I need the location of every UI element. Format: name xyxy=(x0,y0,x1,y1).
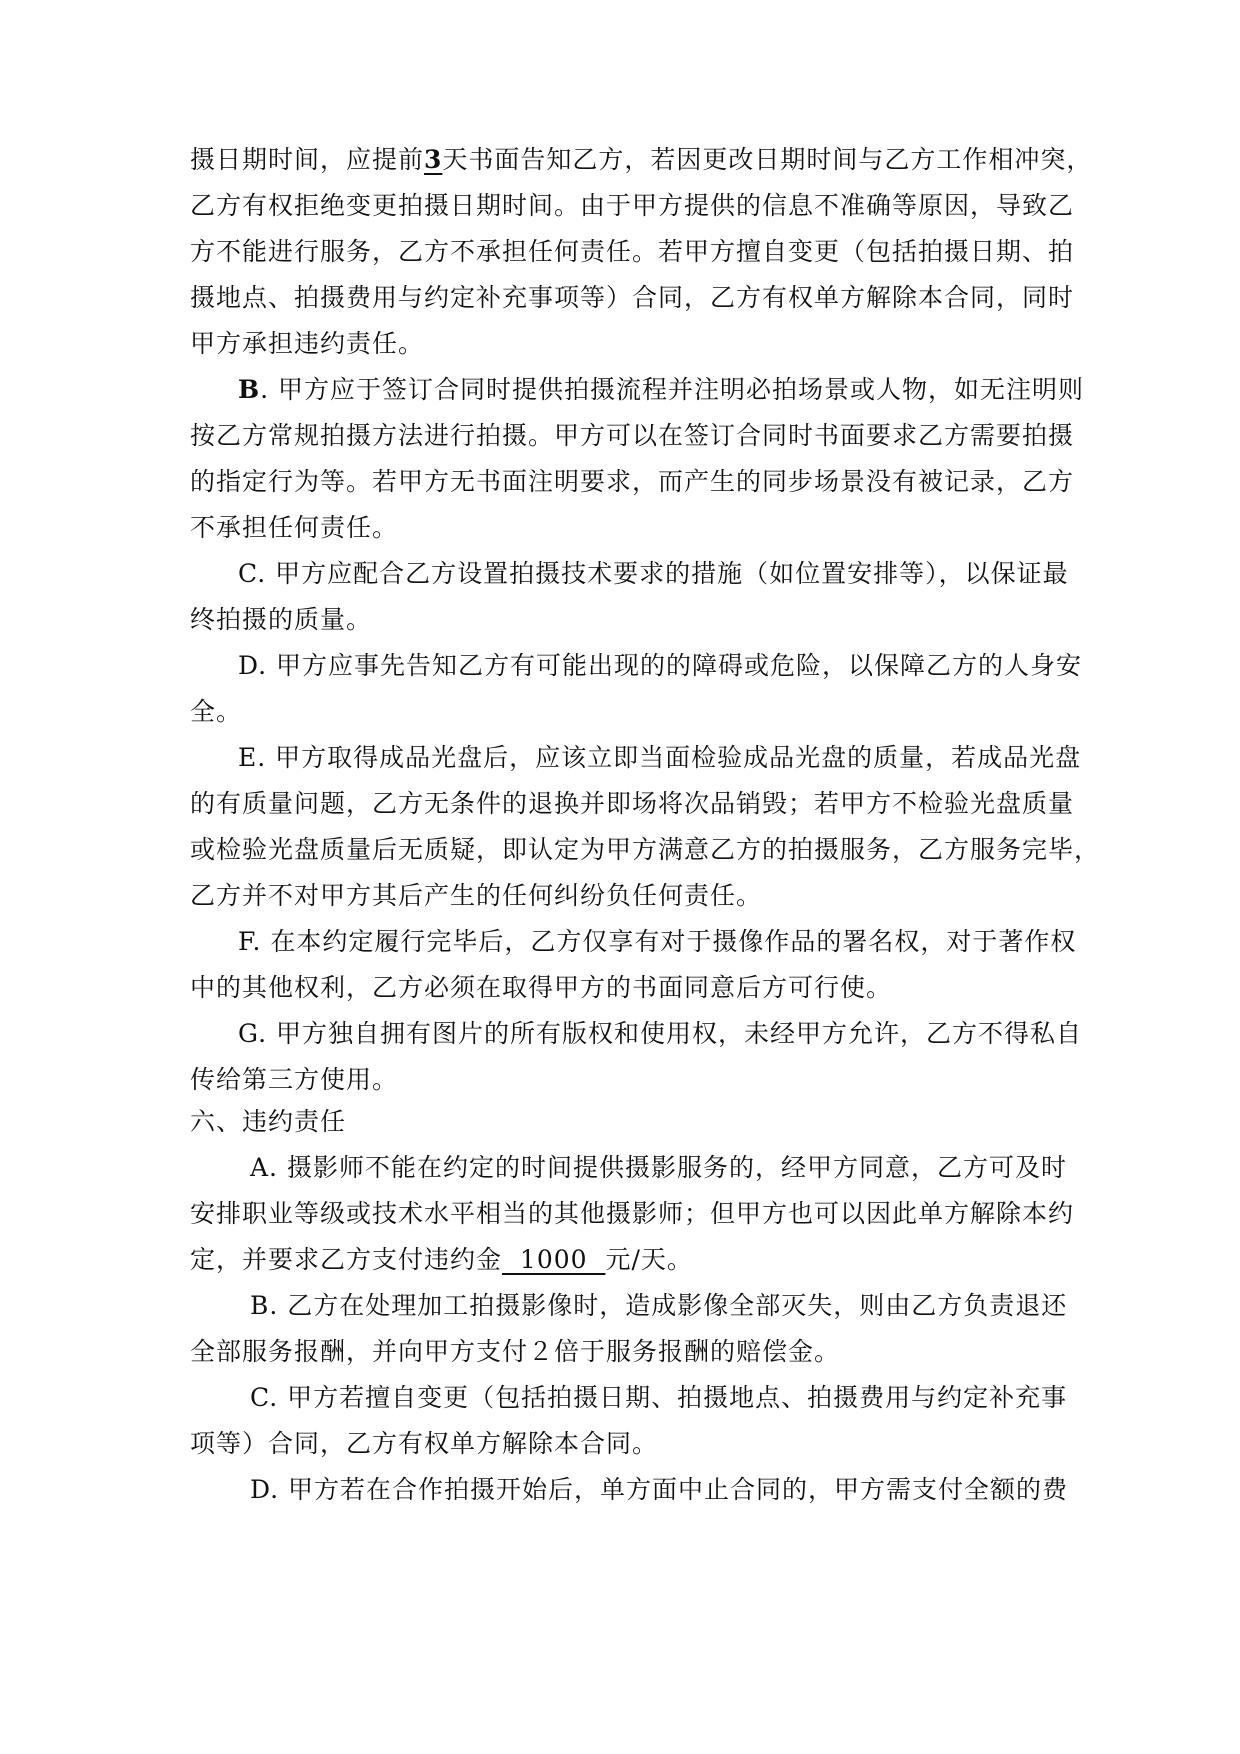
paragraph-line: 安排职业等级或技术水平相当的其他摄影师；但甲方也可以因此单方解除本约 xyxy=(190,1199,1075,1228)
text-segment: . 甲方应于签订合同时提供拍摄流程并注明必拍场景或人物，如无注明则 xyxy=(260,375,1085,404)
paragraph-line: 项等）合同，乙方有权单方解除本合同。 xyxy=(190,1429,659,1458)
penalty-amount-value: 1000 xyxy=(502,1245,606,1274)
paragraph-line: 传给第三方使用。 xyxy=(190,1065,399,1094)
paragraph-line: 中的其他权利，乙方必须在取得甲方的书面同意后方可行使。 xyxy=(190,973,893,1002)
clause-d-line: D. 甲方应事先告知乙方有可能出现的的障碍或危险，以保障乙方的人身安 xyxy=(238,651,1083,680)
paragraph-line: 按乙方常规拍摄方法进行拍摄。甲方可以在签订合同时书面要求乙方需要拍摄 xyxy=(190,421,1075,450)
paragraph-line: 全部服务报酬，并向甲方支付２倍于服务报酬的赔偿金。 xyxy=(190,1337,841,1366)
clause-f-line: F. 在本约定履行完毕后，乙方仅享有对于摄像作品的署名权，对于著作权 xyxy=(238,927,1077,956)
paragraph-line: 终拍摄的质量。 xyxy=(190,605,373,634)
text-segment: 天书面告知乙方，若因更改日期时间与乙方工作相冲突， xyxy=(442,145,1093,174)
notice-days-value: 3 xyxy=(424,145,443,174)
clause-e-line: E. 甲方取得成品光盘后，应该立即当面检验成品光盘的质量，若成品光盘 xyxy=(238,743,1082,772)
paragraph-line: 的有质量问题，乙方无条件的退换并即场将次品销毁；若甲方不检验光盘质量 xyxy=(190,789,1075,818)
text-segment: 摄日期时间，应提前 xyxy=(190,145,425,174)
section-heading: 六、违约责任 xyxy=(190,1107,347,1136)
clause-b-marker: B xyxy=(238,375,261,404)
paragraph-line: 或检验光盘质量后无质疑，即认定为甲方满意乙方的拍摄服务，乙方服务完毕， xyxy=(190,835,1101,864)
paragraph-line: 方不能进行服务，乙方不承担任何责任。若甲方擅自变更（包括拍摄日期、拍 xyxy=(190,237,1075,266)
paragraph-line: 全。 xyxy=(190,697,243,726)
clause-6a-line: A. 摄影师不能在约定的时间提供摄影服务的，经甲方同意，乙方可及时 xyxy=(250,1153,1067,1182)
paragraph-line: 的指定行为等。若甲方无书面注明要求，而产生的同步场景没有被记录，乙方 xyxy=(190,467,1075,496)
text-segment: 元/天。 xyxy=(605,1245,693,1274)
text-segment: 定，并要求乙方支付违约金 xyxy=(190,1245,503,1274)
paragraph-line: 乙方并不对甲方其后产生的任何纠纷负任何责任。 xyxy=(190,881,763,910)
clause-c-line: C. 甲方应配合乙方设置拍摄技术要求的措施（如位置安排等），以保证最 xyxy=(238,559,1069,588)
paragraph-line: 甲方承担违约责任。 xyxy=(190,329,425,358)
paragraph-line xyxy=(190,1243,1070,1277)
paragraph-line xyxy=(190,143,1093,177)
clause-b-line xyxy=(238,373,1085,407)
clause-6c-line: C. 甲方若擅自变更（包括拍摄日期、拍摄地点、拍摄费用与约定补充事 xyxy=(250,1383,1068,1412)
clause-6b-line: B. 乙方在处理加工拍摄影像时，造成影像全部灭失，则由乙方负责退还 xyxy=(250,1291,1068,1320)
paragraph-line: 摄地点、拍摄费用与约定补充事项等）合同，乙方有权单方解除本合同，同时 xyxy=(190,283,1075,312)
paragraph-line: 乙方有权拒绝变更拍摄日期时间。由于甲方提供的信息不准确等原因，导致乙 xyxy=(190,191,1075,220)
paragraph-line: 不承担任何责任。 xyxy=(190,513,399,542)
clause-g-line: G. 甲方独自拥有图片的所有版权和使用权，未经甲方允许，乙方不得私自 xyxy=(238,1019,1082,1048)
clause-6d-line: D. 甲方若在合作拍摄开始后，单方面中止合同的，甲方需支付全额的费 xyxy=(250,1475,1069,1504)
